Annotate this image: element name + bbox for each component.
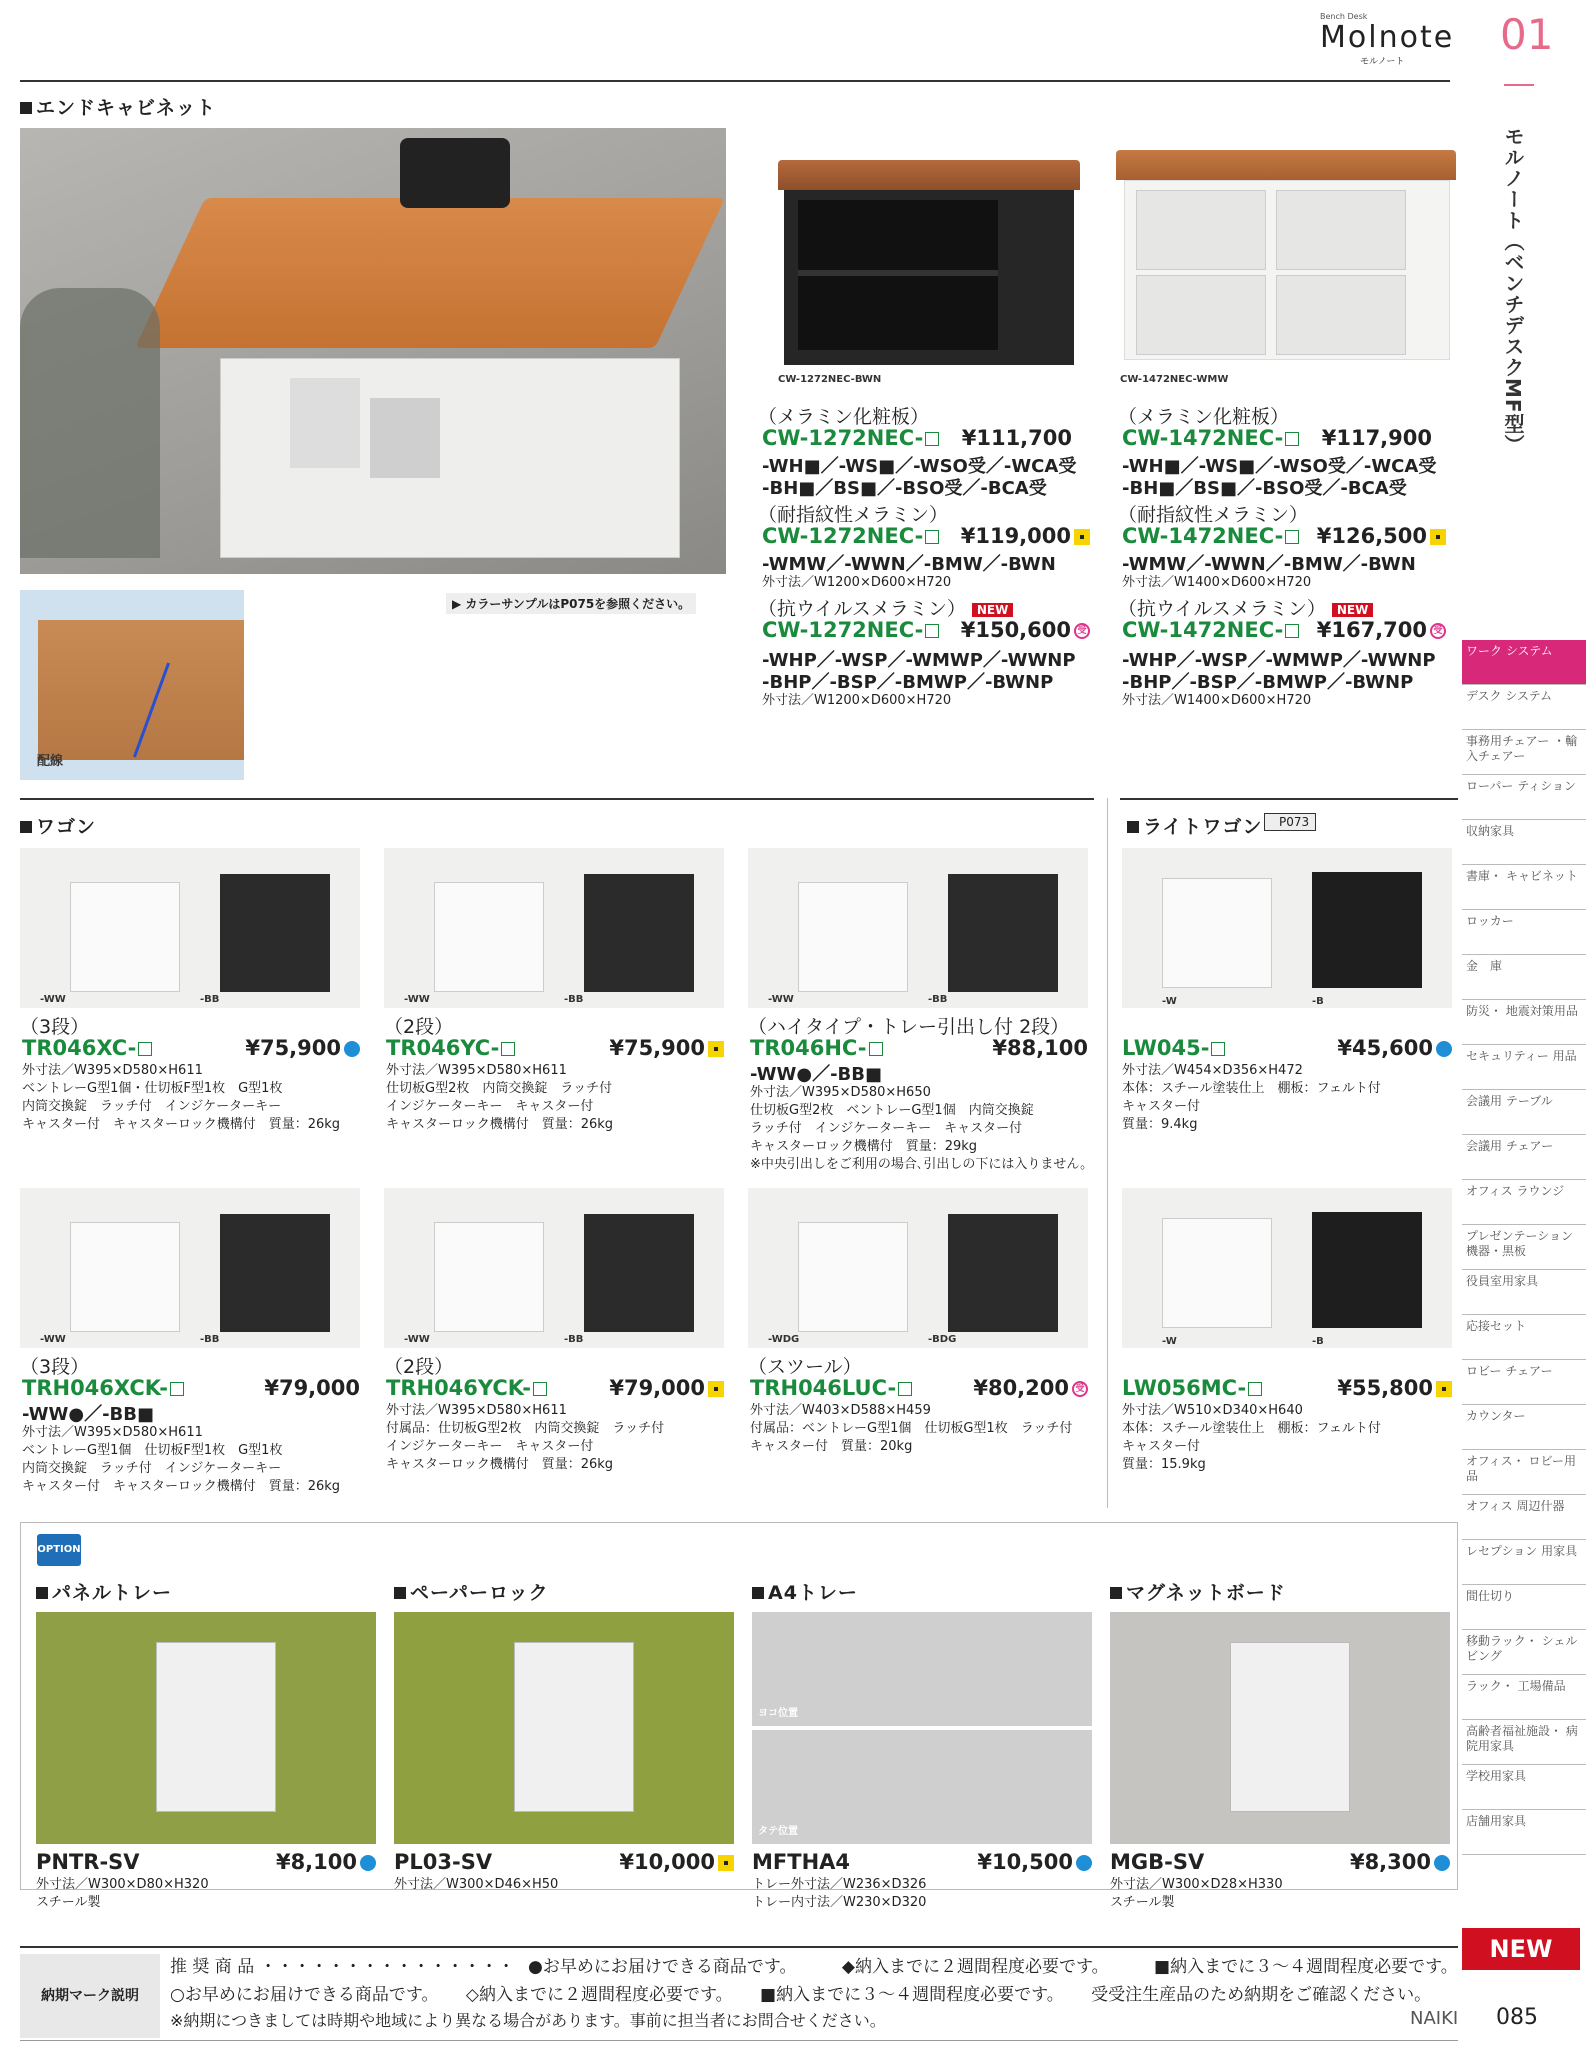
variant-line: -WH■／-WS■／-WSO受／-WCA受 (1122, 456, 1437, 477)
option-title: ペーパーロック (394, 1578, 549, 1605)
spec-line: スチール製 (36, 1895, 101, 1910)
sub-label: （3段） (20, 1356, 90, 1378)
made-to-order-icon: 受 (1074, 623, 1090, 639)
photo-label: タテ位置 (758, 1826, 798, 1837)
side-nav-item[interactable]: カウンター (1462, 1405, 1586, 1450)
delivery-square-icon (718, 1855, 734, 1871)
side-nav-item[interactable]: 移動ラック・ シェルビング (1462, 1630, 1586, 1675)
option-photo (36, 1612, 376, 1844)
spec-line: キャスター付 (1122, 1099, 1201, 1114)
light-wagon-title: ライトワゴン (1127, 812, 1262, 839)
black-wagon-shape (220, 874, 330, 992)
side-nav-item[interactable]: 会議用 テーブル (1462, 1090, 1586, 1135)
variant-line: -WMW／-WWN／-BMW／-BWN (1122, 554, 1416, 575)
spec-line: 外寸法／W395×D580×H650 (750, 1085, 931, 1100)
variant-line: -WMW／-WWN／-BMW／-BWN (762, 554, 1056, 575)
spec-line: スチール製 (1110, 1895, 1175, 1910)
color-label: -W (1162, 1336, 1177, 1347)
price-text: ¥8,300 (1349, 1850, 1431, 1874)
model-text: TR046HC- (750, 1036, 867, 1060)
spec-line: キャスターロック機構付 質量：26kg (386, 1117, 614, 1132)
side-nav-item[interactable]: 間仕切り (1462, 1585, 1586, 1630)
white-wagon-shape (70, 882, 180, 992)
option-card (36, 1578, 376, 1910)
black-wagon-shape (584, 1214, 694, 1332)
spec-line: 付属品：ベントレーG型1個 仕切板G型1枚 ラッチ付 (750, 1421, 1073, 1436)
spec-line: キャスター付 キャスターロック機構付 質量：26kg (22, 1117, 341, 1132)
color-label: -W (1162, 996, 1177, 1007)
option-photo (1110, 1612, 1450, 1844)
price-text: ¥79,000 (609, 1376, 705, 1400)
spec-line: 本体：スチール塗装仕上 棚板：フェルト付 (1122, 1081, 1381, 1096)
spec-line: ラッチ付 インジケーターキー キャスター付 (750, 1121, 1023, 1136)
model-text: TR046XC- (22, 1036, 137, 1060)
price: ¥111,700 (961, 426, 1072, 450)
side-nav-item[interactable]: 事務用チェアー ・輸入チェアー (1462, 730, 1586, 775)
sub-label: （2段） (384, 1016, 454, 1038)
spec-line: ベントレーG型1個・仕切板F型1枚 G型1枚 (22, 1081, 283, 1096)
side-nav-item[interactable]: ワーク システム (1462, 640, 1586, 685)
price-text: ¥75,900 (245, 1036, 341, 1060)
variant-box (138, 1042, 152, 1056)
model-code: CW-1272NEC- (762, 524, 939, 548)
side-nav-item[interactable]: 学校用家具 (1462, 1765, 1586, 1810)
white-wagon-shape (70, 1222, 180, 1332)
price: ¥126,500 (1276, 524, 1446, 548)
model-code: MFTHA4 (752, 1850, 851, 1874)
price-text: ¥8,100 (275, 1850, 357, 1874)
color-label: -WW (40, 994, 66, 1005)
black-wagon-shape (220, 1214, 330, 1332)
spec-line: 質量：15.9kg (1122, 1457, 1206, 1472)
cabinet-white-caption: CW-1472NEC-WMW (1120, 374, 1229, 385)
model-code: MGB-SV (1110, 1850, 1205, 1874)
price-text: ¥80,200 (973, 1376, 1069, 1400)
wagon-photo (20, 1188, 360, 1348)
option-photo (752, 1612, 1092, 1844)
page-number: 085 (1496, 2005, 1538, 2030)
variant-line: -WHP／-WSP／-WMWP／-WWNP (762, 650, 1076, 671)
spec-line: 外寸法／W300×D80×H320 (36, 1877, 209, 1892)
spec-line: 付属品：仕切板G型2枚 内筒交換錠 ラッチ付 (386, 1421, 665, 1436)
model-code: CW-1272NEC- (762, 618, 939, 642)
price (170, 1036, 360, 1060)
price (1262, 1376, 1452, 1400)
legend (20, 1946, 1458, 2041)
brand-logo: Molnote (1320, 20, 1455, 55)
option-badge: OPTION (37, 1534, 81, 1566)
delivery-square-icon (1430, 529, 1446, 545)
spec-line: 外寸法／W454×D356×H472 (1122, 1063, 1303, 1078)
light-wagon-photo (1122, 848, 1452, 1008)
side-nav-item[interactable]: オフィス・ ロビー用品 (1462, 1450, 1586, 1495)
side-nav-item[interactable]: オフィス ラウンジ (1462, 1180, 1586, 1225)
delivery-circle-icon (360, 1855, 376, 1871)
model-code (1122, 1376, 1262, 1400)
dims: 外寸法／W1200×D600×H720 (762, 693, 952, 708)
brand-small: Bench Desk (1320, 12, 1368, 21)
model-code: CW-1472NEC- (1122, 426, 1299, 450)
side-nav (1462, 640, 1586, 1855)
spec-line: キャスター付 キャスターロック機構付 質量：26kg (22, 1479, 341, 1494)
color-label: -WDG (768, 1334, 800, 1345)
side-nav-item[interactable]: ロビー チェアー (1462, 1360, 1586, 1405)
delivery-circle-icon (1434, 1855, 1450, 1871)
spec-line: キャスター付 質量：20kg (750, 1439, 913, 1454)
legend-text: ■納入までに３～４週間程度必要です。 (1154, 1957, 1458, 1977)
legend-text: ●お早めにお届けできる商品です。 (528, 1957, 797, 1977)
model-code (22, 1376, 184, 1400)
price-text: ¥79,000 (264, 1376, 360, 1400)
price (534, 1036, 724, 1060)
option-title: マグネットボード (1110, 1578, 1286, 1605)
spec-line: ベントレーG型1個 仕切板F型1枚 G型1枚 (22, 1443, 283, 1458)
model-code (1122, 1036, 1225, 1060)
black-wagon-shape (584, 874, 694, 992)
spec-line: 外寸法／W300×D46×H50 (394, 1877, 559, 1892)
section-rule (1120, 798, 1458, 800)
model-code (386, 1376, 547, 1400)
model-code: PNTR-SV (36, 1850, 140, 1874)
option-card (752, 1578, 1092, 1910)
cabinet-white-photo (1116, 140, 1456, 365)
delivery-circle-icon (344, 1041, 360, 1057)
spec-line: 外寸法／W510×D340×H640 (1122, 1403, 1303, 1418)
variant-box (1248, 1382, 1262, 1396)
model-text: LW045- (1122, 1036, 1210, 1060)
spec-line: キャスター付 (1122, 1439, 1201, 1454)
legend-text: ◇納入までに２週間程度必要です。 (465, 1985, 733, 2005)
variant-line: -WW●／-BB■ (22, 1404, 154, 1425)
price (898, 1376, 1088, 1400)
wagon-photo (20, 848, 360, 1008)
side-nav-item[interactable]: プレゼンテーション 機器・黒板 (1462, 1225, 1586, 1270)
spec-line: インジケーターキー キャスター付 (386, 1439, 594, 1454)
made-to-order-icon: 受 (1072, 1381, 1088, 1397)
sub-label: （耐指紋性メラミン） (1118, 504, 1309, 526)
model-text: TRH046LUC- (750, 1376, 897, 1400)
black-light-wagon-shape (1312, 1212, 1422, 1328)
black-light-wagon-shape (1312, 872, 1422, 988)
section-rule (20, 798, 1094, 800)
light-wagon-card (1122, 1188, 1452, 1508)
model-text: TRH046YCK- (386, 1376, 531, 1400)
price (1250, 1850, 1450, 1874)
wagon-card (384, 848, 724, 1168)
legend-row (170, 1980, 1431, 2005)
spec-line: キャスターロック機構付 質量：26kg (386, 1457, 614, 1472)
model-code: CW-1472NEC- (1122, 524, 1299, 548)
end-cabinet-title: エンドキャビネット (20, 93, 216, 120)
legend-text: 受受注生産品のため納期をご確認ください。 (1091, 1985, 1432, 2005)
sub-label: （2段） (384, 1356, 454, 1378)
black-wagon-shape (948, 1214, 1058, 1332)
sub-label: （抗ウイルスメラミン） NEW (1118, 594, 1373, 621)
option-card (1110, 1578, 1450, 1910)
price: ¥150,600 受 (920, 618, 1090, 642)
option-photo (394, 1612, 734, 1844)
sub-label: （スツール） (748, 1356, 862, 1378)
side-nav-item[interactable]: 店舗用家具 (1462, 1810, 1586, 1855)
side-nav-item[interactable]: 金 庫 (1462, 955, 1586, 1000)
color-label: -B (1312, 1336, 1324, 1347)
legend-title: 納期マーク説明 (20, 1954, 160, 2038)
wagon-photo (748, 848, 1088, 1008)
model-code (22, 1036, 152, 1060)
product-shape (514, 1642, 634, 1812)
chapter-number: 01 (1500, 10, 1554, 59)
column-divider (1107, 798, 1108, 1508)
model-code (750, 1376, 912, 1400)
side-nav-item[interactable]: 応接セット (1462, 1315, 1586, 1360)
delivery-square-icon (1436, 1381, 1452, 1397)
spec-line: 外寸法／W395×D580×H611 (22, 1425, 203, 1440)
legend-note: ※納期につきましては時期や地域により異なる場合があります。事前に担当者にお問合せください。 (170, 2011, 886, 2030)
wagon-card (748, 848, 1094, 1172)
spec-line: 内筒交換錠 ラッチ付 インジケーターキー (22, 1099, 282, 1114)
spec-line: トレー内寸法／W230×D320 (752, 1895, 927, 1910)
spec-line: 外寸法／W300×D28×H330 (1110, 1877, 1283, 1892)
color-label: -WW (40, 1334, 66, 1345)
variant-line: -WH■／-WS■／-WSO受／-WCA受 (762, 456, 1077, 477)
brand-kana: モルノート (1360, 57, 1405, 67)
variant-line: -WHP／-WSP／-WMWP／-WWNP (1122, 650, 1436, 671)
side-nav-item[interactable]: オフィス 周辺什器 (1462, 1495, 1586, 1540)
wiring-caption: 配線 (37, 754, 64, 769)
price: ¥167,700 受 (1276, 618, 1446, 642)
price-text: ¥55,800 (1337, 1376, 1433, 1400)
delivery-circle-icon (1436, 1041, 1452, 1057)
wagon-photo (384, 848, 724, 1008)
white-wagon-shape (434, 1222, 544, 1332)
price (176, 1850, 376, 1874)
white-wagon-shape (434, 882, 544, 992)
price-text: ¥10,500 (977, 1850, 1073, 1874)
color-label: -BB (200, 1334, 220, 1345)
variant-line: -BH■／BS■／-BSO受／-BCA受 (1122, 478, 1407, 499)
legend-text: 推 奨 商 品 ・・・・・・・・・・・・・・・ (170, 1957, 515, 1977)
price-text: ¥75,900 (609, 1036, 705, 1060)
footer-brand: NAIKI (1410, 2008, 1459, 2029)
spec-line: 質量：9.4kg (1122, 1117, 1198, 1132)
spec-line: ※中央引出しをご利用の場合､引出しの下には入りません。 (750, 1157, 1094, 1172)
option-title: A4トレー (752, 1578, 858, 1605)
option-card (394, 1578, 734, 1892)
end-cabinet-room-photo (20, 128, 726, 574)
side-nav-item[interactable]: ロッカー (1462, 910, 1586, 955)
color-label: -BB (564, 1334, 584, 1345)
variant-line: -BHP／-BSP／-BMWP／-BWNP (762, 672, 1054, 693)
white-wagon-shape (798, 1222, 908, 1332)
side-nav-item[interactable]: ラック・ 工場備品 (1462, 1675, 1586, 1720)
legend-row (170, 1952, 1458, 1977)
price (170, 1376, 360, 1400)
color-label: -BDG (928, 1334, 957, 1345)
product-shape (1230, 1642, 1350, 1812)
side-nav-item[interactable]: ローパー ティション (1462, 775, 1586, 820)
spec-line: 本体：スチール塗装仕上 棚板：フェルト付 (1122, 1421, 1381, 1436)
sub-label: （ハイタイプ・トレー引出し付 2段） (748, 1016, 1070, 1038)
black-wagon-shape (948, 874, 1058, 992)
color-label: -B (1312, 996, 1324, 1007)
variant-line: -WW●／-BB■ (750, 1064, 882, 1085)
photo-label: ヨコ位置 (758, 1708, 798, 1719)
light-wagon-photo (1122, 1188, 1452, 1348)
color-label: -BB (928, 994, 948, 1005)
side-nav-item[interactable]: レセプション 用家具 (1462, 1540, 1586, 1585)
chapter-rule (1504, 84, 1534, 86)
spec-line: トレー外寸法／W236×D326 (752, 1877, 927, 1892)
dims: 外寸法／W1200×D600×H720 (762, 575, 952, 590)
price (1262, 1036, 1452, 1060)
spec-line: 外寸法／W403×D588×H459 (750, 1403, 931, 1418)
price-text: ¥88,100 (992, 1036, 1088, 1060)
sub-label: （メラミン化粧板） (758, 406, 930, 428)
model-text: LW056MC- (1122, 1376, 1247, 1400)
price (898, 1036, 1088, 1060)
price-text: ¥45,600 (1337, 1036, 1433, 1060)
wagon-photo (748, 1188, 1088, 1348)
side-title: モルノート（ベンチデスクMF型） (1501, 126, 1525, 456)
spec-line: 仕切板G型2枚 ベントレーG型1個 内筒交換錠 (750, 1103, 1034, 1118)
made-to-order-icon: 受 (1430, 623, 1446, 639)
wagon-card (20, 848, 360, 1168)
side-nav-item[interactable]: 収納家具 (1462, 820, 1586, 865)
side-nav-item[interactable]: 役員室用家具 (1462, 1270, 1586, 1315)
side-nav-item[interactable]: セキュリティー 用品 (1462, 1045, 1586, 1090)
new-badge: NEW (972, 603, 1013, 617)
model-text: TR046YC- (386, 1036, 500, 1060)
variant-line: -BH■／BS■／-BSO受／-BCA受 (762, 478, 1047, 499)
light-wagon-ref: P073 (1264, 813, 1316, 831)
wagon-card (384, 1188, 724, 1508)
side-nav-item[interactable]: 書庫・ キャビネット (1462, 865, 1586, 910)
white-light-wagon-shape (1162, 1218, 1272, 1328)
price (892, 1850, 1092, 1874)
dims: 外寸法／W1400×D600×H720 (1122, 575, 1312, 590)
color-label: -WW (404, 1334, 430, 1345)
model-code: PL03-SV (394, 1850, 493, 1874)
white-light-wagon-shape (1162, 878, 1272, 988)
cabinet-black-caption: CW-1272NEC-BWN (778, 374, 882, 385)
delivery-square-icon (708, 1381, 724, 1397)
variant-box (501, 1042, 515, 1056)
side-nav-item[interactable]: デスク システム (1462, 685, 1586, 730)
price: ¥119,000 (920, 524, 1090, 548)
legend-text: ◆納入までに２週間程度必要です。 (841, 1957, 1109, 1977)
price (534, 1850, 734, 1874)
color-label: -BB (200, 994, 220, 1005)
variant-box (869, 1042, 883, 1056)
wagon-card (20, 1188, 360, 1508)
model-text: TRH046XCK- (22, 1376, 168, 1400)
sub-label: （耐指紋性メラミン） (758, 504, 949, 526)
side-nav-item[interactable]: 会議用 チェアー (1462, 1135, 1586, 1180)
wagon-photo (384, 1188, 724, 1348)
spec-line: インジケーターキー キャスター付 (386, 1099, 594, 1114)
option-title: パネルトレー (36, 1578, 172, 1605)
model-code (386, 1036, 515, 1060)
new-tab[interactable]: NEW (1462, 1928, 1580, 1970)
color-label: -WW (404, 994, 430, 1005)
price (534, 1376, 724, 1400)
legend-text: ■納入までに３～４週間程度必要です。 (760, 1985, 1064, 2005)
delivery-square-icon (708, 1041, 724, 1057)
white-wagon-shape (798, 882, 908, 992)
spec-line: 外寸法／W395×D580×H611 (386, 1063, 567, 1078)
variant-box (1211, 1042, 1225, 1056)
color-note: ▶ カラーサンプルはP075を参照ください。 (446, 593, 696, 614)
model-code: CW-1472NEC- (1122, 618, 1299, 642)
dims: 外寸法／W1400×D600×H720 (1122, 693, 1312, 708)
sub-label: （メラミン化粧板） (1118, 406, 1290, 428)
photo-divider (752, 1726, 1092, 1730)
spec-line: 仕切板G型2枚 内筒交換錠 ラッチ付 (386, 1081, 613, 1096)
price: ¥117,900 (1321, 426, 1432, 450)
model-code (750, 1036, 883, 1060)
light-wagon-card (1122, 848, 1452, 1168)
sub-label: （3段） (20, 1016, 90, 1038)
color-label: -WW (768, 994, 794, 1005)
delivery-square-icon (1074, 529, 1090, 545)
model-code: CW-1272NEC- (762, 426, 939, 450)
spec-line: 外寸法／W395×D580×H611 (386, 1403, 567, 1418)
sub-label: （抗ウイルスメラミン） NEW (758, 594, 1013, 621)
legend-text: ○お早めにお届けできる商品です。 (170, 1985, 439, 2005)
delivery-circle-icon (1076, 1855, 1092, 1871)
new-badge: NEW (1332, 603, 1373, 617)
spec-line: キャスターロック機構付 質量：29kg (750, 1139, 978, 1154)
side-nav-item[interactable]: 防災・ 地震対策用品 (1462, 1000, 1586, 1045)
wagon-card (748, 1188, 1088, 1508)
section-rule (20, 80, 1450, 82)
color-label: -BB (564, 994, 584, 1005)
variant-line: -BHP／-BSP／-BMWP／-BWNP (1122, 672, 1414, 693)
product-shape (156, 1642, 276, 1812)
wagon-title: ワゴン (20, 812, 96, 839)
side-nav-item[interactable]: 高齢者福祉施設・ 病院用家具 (1462, 1720, 1586, 1765)
price-text: ¥10,000 (619, 1850, 715, 1874)
cabinet-black-photo (778, 150, 1080, 370)
spec-line: 外寸法／W395×D580×H611 (22, 1063, 203, 1078)
spec-line: 内筒交換錠 ラッチ付 インジケーターキー (22, 1461, 282, 1476)
